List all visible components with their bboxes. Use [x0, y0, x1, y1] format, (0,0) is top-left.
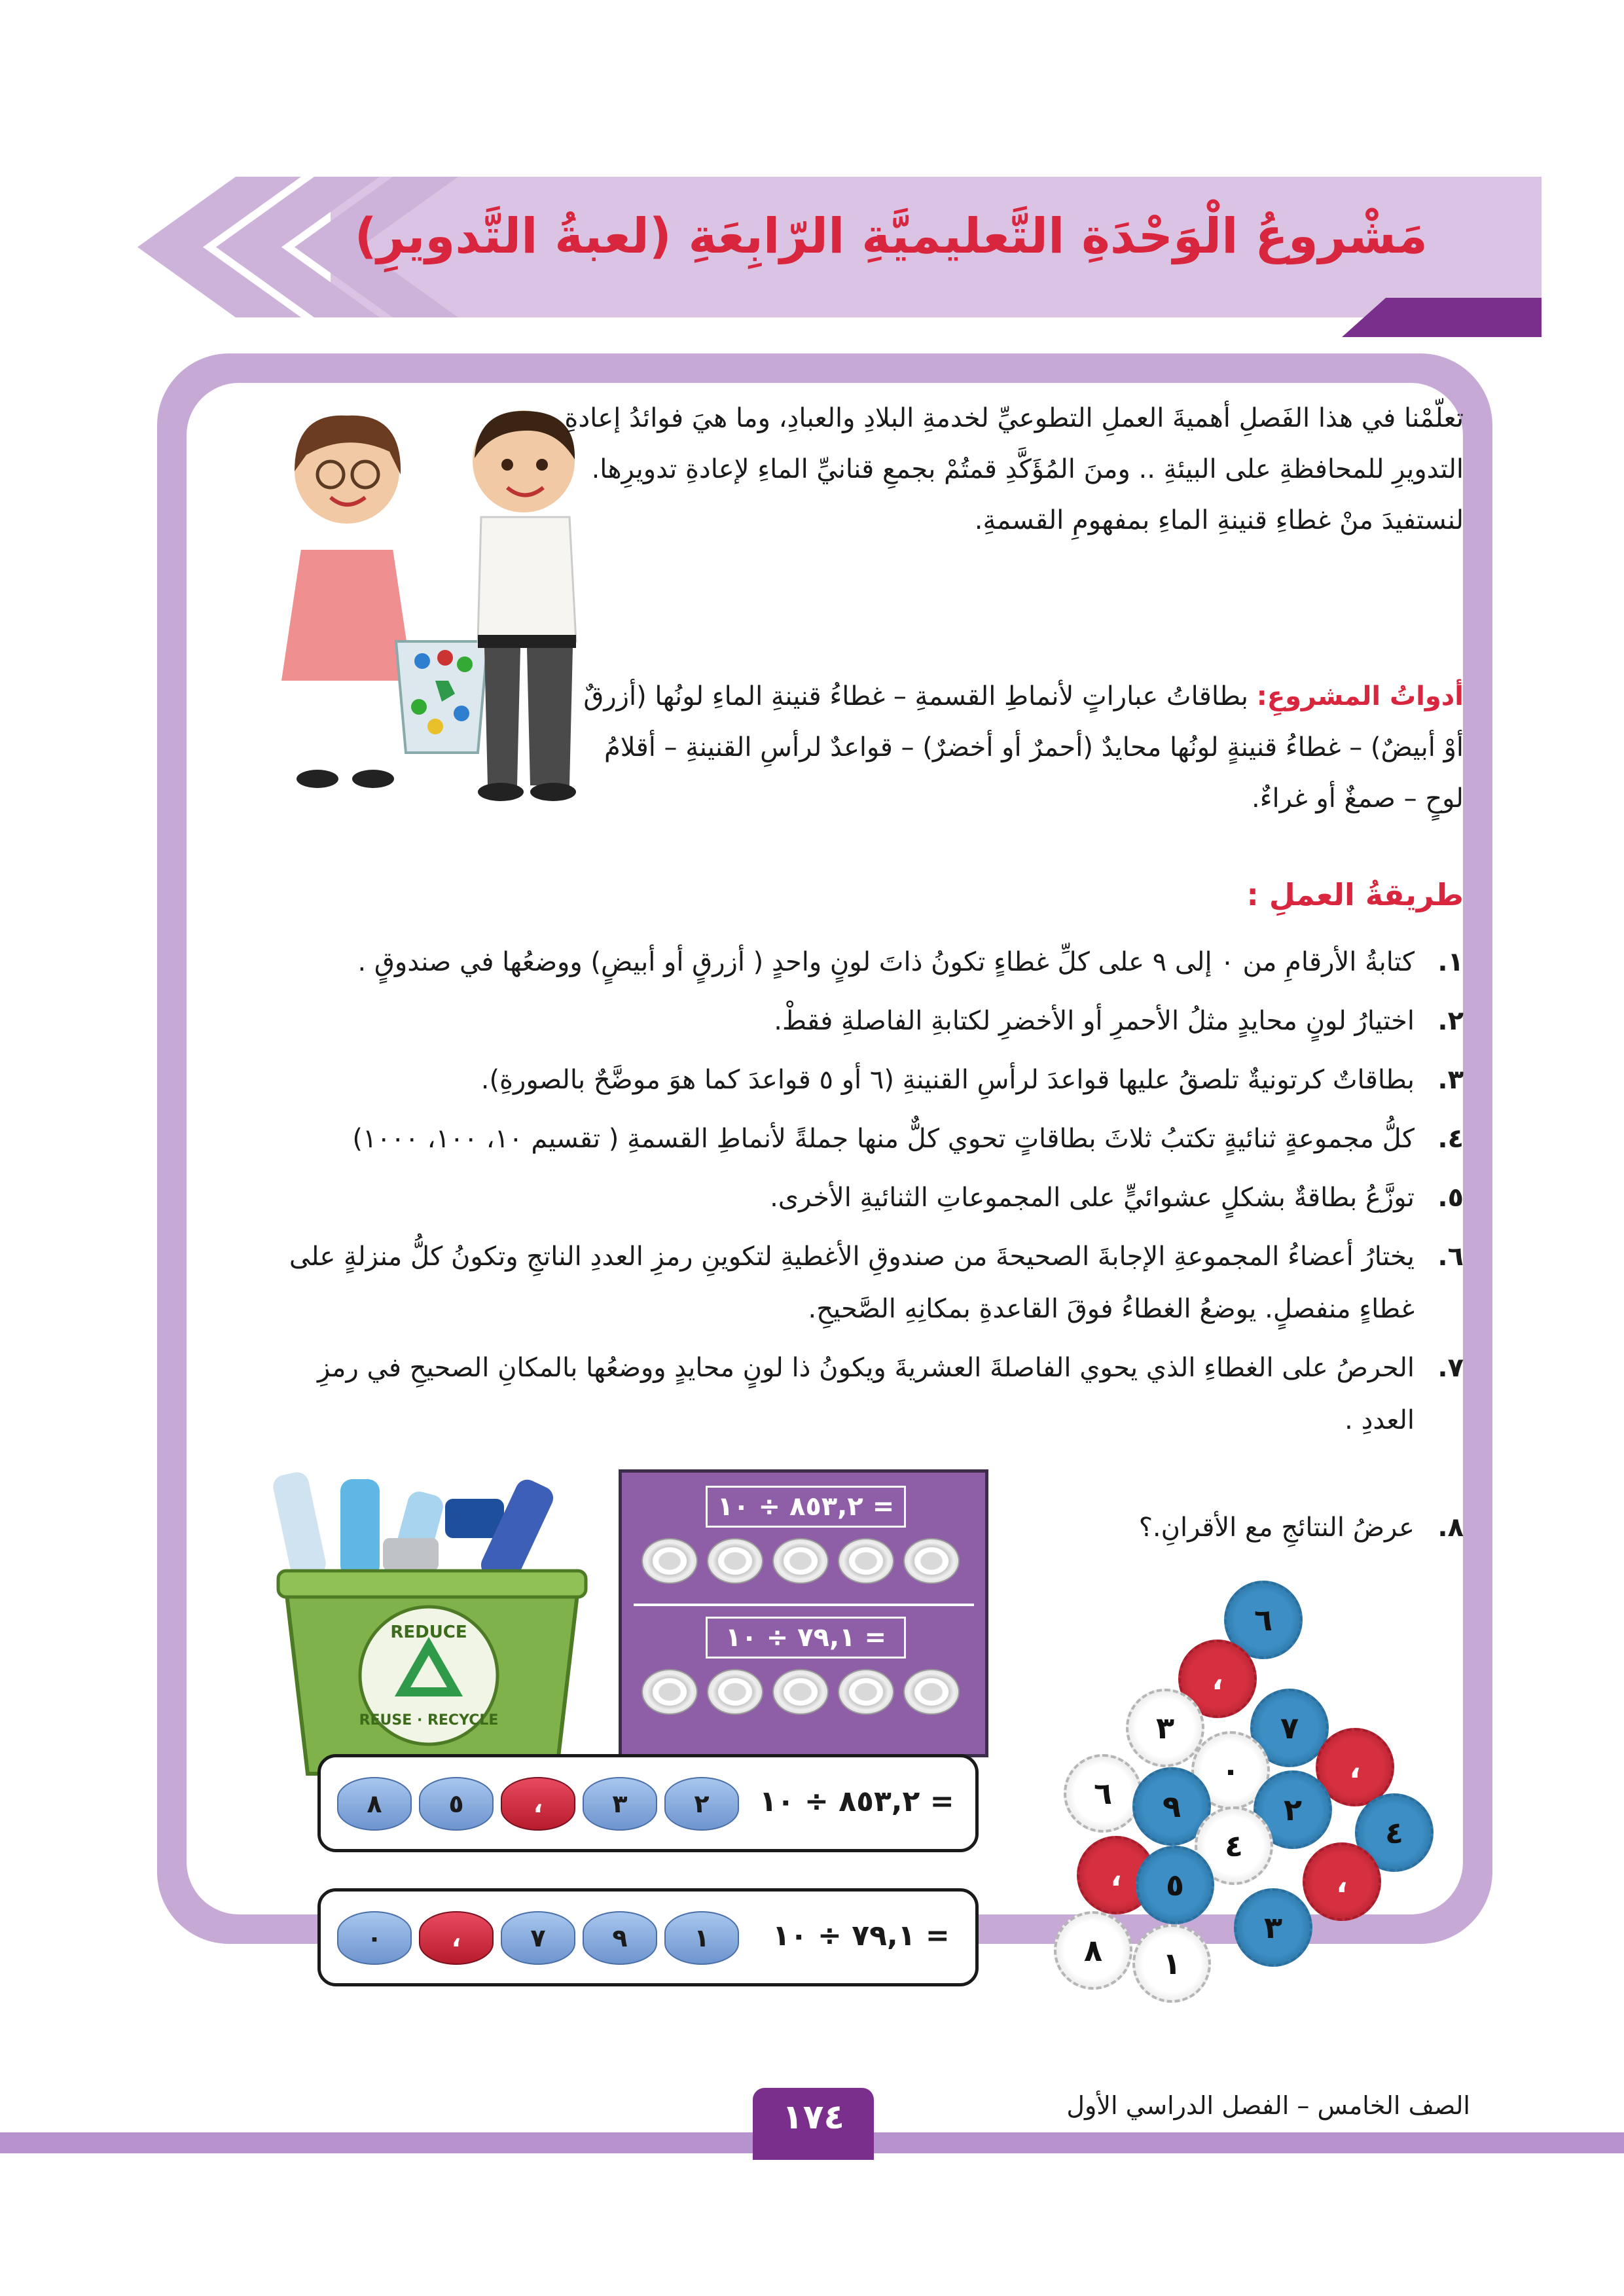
list-item: ١. كتابةُ الأرقامِ من ٠ إلى ٩ على كلِّ غطاءٍ تكونُ ذاتَ لونٍ واحدٍ ( أزرقٍ أو أبيضٍ) ووضعُها في صندوقٍ .	[357, 947, 1464, 977]
cap-base-icon	[772, 1669, 829, 1715]
bottle-cap: ٧	[1250, 1689, 1329, 1767]
list-item: ٨. عرضُ النتائجِ مع الأقرانِ.؟	[1138, 1513, 1464, 1543]
cap-base-icon	[707, 1669, 763, 1715]
bottle-cap: ،	[1316, 1728, 1394, 1806]
cap-base-icon	[903, 1669, 960, 1715]
example-equation: ٨٥٣,٢ ÷ ١٠ =	[706, 1486, 906, 1528]
tools-paragraph	[560, 671, 1464, 824]
bottle-cap: ٠	[1191, 1731, 1270, 1810]
cap-base-icon	[772, 1538, 829, 1584]
strip-equation: ٨٥٣,٢ ÷ ١٠ =	[759, 1785, 954, 1818]
recycle-bin-illustration	[268, 1466, 596, 1787]
cap: ٩	[583, 1911, 657, 1965]
cap-base-icon	[838, 1669, 894, 1715]
bottle-cap: ٣	[1234, 1888, 1312, 1967]
cap-base-icon	[641, 1669, 698, 1715]
decimal-cap: ،	[501, 1777, 575, 1831]
tools-text: بطاقاتُ عباراتٍ لأنماطِ القسمةِ – غطاءُ قنينةِ الماءِ لونُها (أزرقٌ أوْ أبيضٌ) – غطاءُ قنينةٍ لونُها محايدٌ (أحمرٌ أو أخضرٌ) – قواعدٌ لرأسِ القنينةِ – أقلامُ لوحٍ – صمغٌ أو غراءٌ.	[583, 681, 1464, 814]
tools-label: أدواتُ المشروعِ:	[1256, 681, 1464, 711]
bottle-cap: ،	[1178, 1640, 1257, 1718]
bottle-cap: ٢	[1254, 1770, 1332, 1849]
decimal-cap: ،	[419, 1911, 494, 1965]
list-item: ٧. الحرصُ على الغطاءِ الذي يحوي الفاصلةَ العشريةَ ويكونُ ذا لونٍ محايدٍ ووضعُها بالمكانِ الصحيحِ في رمزِ العددِ .	[317, 1353, 1464, 1435]
bin-label-bottom: REUSE · RECYCLE	[359, 1712, 499, 1729]
list-item: ٢. اختيارُ لونٍ محايدٍ مثلُ الأحمرِ أو الأخضرِ لكتابةِ الفاصلةِ فقطْ.	[774, 1006, 1464, 1036]
list-item: ٥. توزَّعُ بطاقةٌ بشكلٍ عشوائيٍّ على المجموعاتِ الثنائيةِ الأخرى.	[770, 1183, 1464, 1213]
bottle-cap: ٩	[1132, 1767, 1211, 1846]
example-strip	[317, 1754, 979, 1852]
bottle-caps-illustration	[1028, 1581, 1486, 1993]
cap: ١	[664, 1911, 739, 1965]
bottle-cap: ٦	[1064, 1754, 1142, 1833]
cap: ٧	[501, 1911, 575, 1965]
bottle-cap: ٣	[1126, 1689, 1204, 1767]
bottle-cap: ٨	[1054, 1911, 1132, 1990]
bottle-cap: ٤	[1195, 1806, 1273, 1885]
example-equation: ٧٩,١ ÷ ١٠ =	[706, 1617, 906, 1659]
list-item: ٣. بطاقاتٌ كرتونيةٌ تلصقُ عليها قواعدَ لرأسِ القنينةِ (٦ أو ٥ قواعدَ كما هوَ موضَّحٌ بالصورةِ).	[480, 1065, 1464, 1095]
bottle-cap: ١	[1132, 1924, 1211, 2003]
cap-base-icon	[641, 1538, 698, 1584]
example-box	[619, 1469, 988, 1757]
page-title: مَشْروعُ الْوَحْدَةِ التَّعليميَّةِ الرّابِعَةِ (لعبةُ التَّدويرِ)	[354, 208, 1428, 264]
intro-paragraph: تعلّمْنا في هذا الفَصلِ أهميةَ العملِ التطوعيِّ لخدمةِ البلادِ والعبادِ، وما هيَ فوائدُ إعادةِ التدويرِ للمحافظةِ على البيئةِ .. ومنَ المُؤَكَّدِ قمتُمْ بجمعِ قنانيِّ الماءِ لإعادةِ تدويرِها. لنستفيدَ منْ غطاءِ قنينةِ الماءِ بمفهومِ القسمةِ.	[564, 403, 1464, 535]
example-strip	[317, 1888, 979, 1986]
cap: ٢	[664, 1777, 739, 1831]
bottle-cap: ٥	[1136, 1846, 1214, 1924]
page-number: ١٧٤	[782, 2098, 845, 2137]
cap: ٨	[337, 1777, 412, 1831]
strip-equation: ٧٩,١ ÷ ١٠ =	[772, 1919, 950, 1952]
bottle-cap: ٤	[1355, 1793, 1434, 1872]
bottle-cap: ،	[1303, 1842, 1381, 1921]
cap: ٣	[583, 1777, 657, 1831]
cap-base-icon	[903, 1538, 960, 1584]
cap-base-icon	[838, 1538, 894, 1584]
bottle-cap: ،	[1077, 1836, 1155, 1914]
cap: ٥	[419, 1777, 494, 1831]
list-item: ٤. كلُّ مجموعةٍ ثنائيةٍ تكتبُ ثلاثَ بطاقاتٍ تحوي كلٌّ منها جملةً لأنماطِ القسمةِ ( تقسيم ١٠، ١٠٠، ١٠٠٠)	[352, 1124, 1464, 1154]
bottle-cap: ٦	[1224, 1581, 1303, 1659]
divider	[634, 1604, 974, 1606]
method-title: طريقةُ العملِ :	[1246, 877, 1464, 912]
cap-base-icon	[707, 1538, 763, 1584]
footer-text: الصف الخامس – الفصل الدراسي الأول	[1066, 2091, 1470, 2120]
list-item: ٦. يختارُ أعضاءُ المجموعةِ الإجابةَ الصحيحةَ من صندوقِ الأغطيةِ لتكوينِ رمزِ العددِ الناتجِ وتكونُ كلُّ منزلةٍ على غطاءٍ منفصلٍ. يوضعُ الغطاءُ فوقَ القاعدةِ بمكانِهِ الصَّحيحِ.	[289, 1242, 1464, 1324]
bin-label-top: REDUCE	[390, 1623, 467, 1642]
cap: ٠	[337, 1911, 412, 1965]
